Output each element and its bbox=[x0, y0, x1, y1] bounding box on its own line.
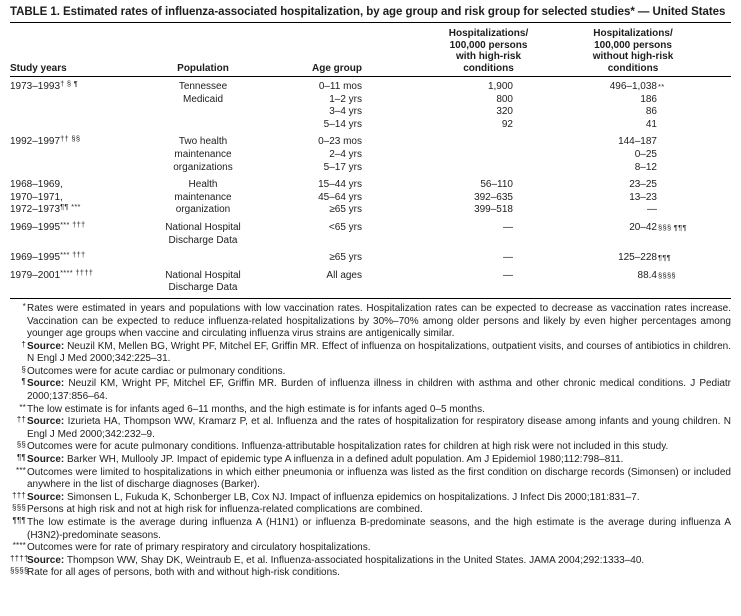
cell-high-risk-rate: 1,900 bbox=[487, 81, 513, 92]
cell-high-risk-rate bbox=[362, 162, 515, 175]
footnote-marker: *** ††† bbox=[60, 219, 86, 229]
cell-without-high-risk-rate bbox=[515, 204, 661, 217]
cell-study-years: 1968–1969, bbox=[10, 179, 63, 191]
cell-high-risk-rate: 320 bbox=[496, 106, 513, 118]
cell-without-high-risk-rate bbox=[515, 221, 687, 235]
col-header-without-high-risk-line: Hospitalizations/ bbox=[593, 28, 673, 39]
rate-value: 41 bbox=[645, 118, 657, 130]
col-header-without-high-risk-line: without high-risk bbox=[592, 51, 674, 62]
cell-age-group: 3–4 yrs bbox=[329, 106, 362, 118]
footnote-marker: *** ††† bbox=[60, 250, 86, 260]
col-header-without-high-risk bbox=[560, 28, 706, 74]
footnote-marker: ¶¶¶ bbox=[658, 253, 671, 263]
hospitalization-rates-table bbox=[10, 23, 731, 299]
cell-population: organizations bbox=[173, 161, 233, 173]
footnote: †Source: Neuzil KM, Mellen BG, Wright PF, Mitchel EF, Griffin MR. Effect of influenza on hospitalizations, outpatient visits, and courses of antibiotics in children. N Engl J Med 2000;342:225–31. bbox=[10, 341, 731, 366]
rate-value: 144–187 bbox=[618, 136, 657, 148]
cell-high-risk-rate bbox=[362, 149, 515, 162]
cell-high-risk-rate bbox=[362, 282, 515, 295]
footnote-symbol: **** bbox=[12, 541, 26, 551]
cell-age-group: 5–14 yrs bbox=[323, 118, 362, 130]
col-header-population: Population bbox=[177, 62, 229, 74]
footnote: ****Outcomes were for rate of primary respiratory and circulatory hospitalizations. bbox=[10, 542, 731, 555]
cell-without-high-risk-rate bbox=[515, 235, 661, 248]
cell-study-years: 1972–1973¶¶ *** bbox=[10, 202, 81, 216]
cell-high-risk-rate: — bbox=[503, 269, 513, 281]
cell-study-years: 1979–2001**** †††† bbox=[10, 267, 94, 281]
cell-age-group bbox=[266, 235, 362, 248]
cell-age-group: <65 yrs bbox=[328, 221, 362, 233]
footnote: §§§§Rate for all ages of persons, both with and without high-risk conditions. bbox=[10, 566, 340, 579]
cell-population: National Hospital bbox=[165, 221, 241, 233]
rate-value: 496–1,038 bbox=[609, 81, 657, 92]
footnote-source-label: Source: bbox=[27, 340, 65, 352]
footnote: ¶Source: Neuzil KM, Wright PF, Mitchel EF, Griffin MR. Burden of influenza illness in children with asthma and other chronic medical conditions. J Pediatr 2000;137:856–64. bbox=[10, 378, 731, 403]
cell-age-group: ≥65 yrs bbox=[329, 252, 362, 264]
cell-study-years: 1970–1971, bbox=[10, 191, 63, 203]
cell-study-years bbox=[10, 149, 140, 162]
cell-age-group: All ages bbox=[326, 269, 362, 281]
cell-study-years bbox=[10, 235, 140, 248]
cell-without-high-risk-rate bbox=[515, 162, 661, 175]
col-header-age-group: Age group bbox=[312, 62, 362, 74]
study-group bbox=[10, 252, 731, 265]
cell-without-high-risk-rate bbox=[515, 192, 661, 205]
footnote-symbol: §§§ bbox=[12, 503, 26, 513]
table-body bbox=[10, 77, 731, 299]
footnote-symbol: §§ bbox=[16, 440, 26, 450]
footnote: *Rates were estimated in years and populations with low vaccination rates. Hospitalization rates can be expected to decrease as vaccination rates increase. Vaccination can be expected to reduce influenza-related hospitalizations by 30%–70% among older persons and likely by even higher percentages among younger age groups when vaccine and circulating influenza virus strains are antigenically similar. bbox=[10, 303, 731, 341]
study-group bbox=[10, 219, 731, 247]
footnote-symbol: §§§§ bbox=[10, 566, 29, 576]
cell-age-group: ≥65 yrs bbox=[329, 204, 362, 216]
cell-without-high-risk-rate bbox=[515, 136, 661, 149]
study-group bbox=[10, 179, 731, 217]
cell-age-group: 0–11 mos bbox=[318, 81, 362, 92]
cell-population: maintenance bbox=[174, 191, 232, 203]
col-header-high-risk-line: conditions bbox=[463, 62, 514, 74]
cell-population: Health bbox=[188, 179, 218, 191]
cell-without-high-risk-rate bbox=[515, 94, 661, 107]
rate-value: — bbox=[647, 204, 657, 216]
footnote-symbol: * bbox=[22, 301, 26, 311]
footnote: ***Outcomes were limited to hospitalizations in which either pneumonia or influenza was listed as the first condition on discharge records (Simonsen) or included anywhere in the list of discharge diagnoses (Barker). bbox=[10, 467, 731, 492]
cell-study-years bbox=[10, 94, 140, 107]
footnote-symbol: †† bbox=[16, 415, 26, 425]
footnote-source-label: Source: bbox=[27, 378, 65, 390]
study-group bbox=[10, 136, 731, 174]
cell-age-group: 2–4 yrs bbox=[329, 148, 362, 160]
cell-age-group: 0–23 mos bbox=[318, 136, 362, 148]
col-header-high-risk-line: with high-risk bbox=[456, 51, 521, 62]
footnote-symbol: § bbox=[21, 364, 26, 374]
cell-high-risk-rate bbox=[362, 235, 515, 248]
rate-value: 20–42 bbox=[629, 221, 657, 233]
col-header-high-risk bbox=[412, 28, 565, 74]
footnote-symbol: *** bbox=[16, 465, 26, 475]
rate-value: 23–25 bbox=[629, 179, 657, 191]
footnote-source-label: Source: bbox=[27, 554, 65, 566]
cell-high-risk-rate bbox=[362, 136, 515, 149]
study-group bbox=[10, 81, 731, 131]
footnote-marker: ** bbox=[658, 82, 665, 91]
cell-study-years bbox=[10, 119, 140, 132]
cell-population: maintenance bbox=[174, 148, 232, 160]
rate-value: 88.4 bbox=[637, 269, 657, 281]
cell-study-years: 1969–1995*** ††† bbox=[10, 219, 86, 233]
cell-population bbox=[140, 106, 266, 119]
footnote-symbol: ††† bbox=[12, 490, 26, 500]
footnote-marker: **** †††† bbox=[60, 267, 94, 277]
footnote-symbol: ** bbox=[19, 402, 26, 412]
footnote-marker: †† §§ bbox=[60, 134, 81, 144]
cell-without-high-risk-rate bbox=[515, 149, 661, 162]
cell-study-years bbox=[10, 282, 140, 295]
study-group bbox=[10, 267, 731, 295]
cell-age-group bbox=[266, 282, 362, 295]
col-header-high-risk-line: 100,000 persons bbox=[449, 39, 528, 51]
col-header-without-high-risk-line: 100,000 persons bbox=[594, 39, 672, 51]
cell-age-group: 15–44 yrs bbox=[318, 179, 362, 191]
col-header-without-high-risk-line: conditions bbox=[607, 62, 659, 74]
rate-value: 8–12 bbox=[634, 161, 657, 173]
cell-age-group: 45–64 yrs bbox=[318, 191, 362, 203]
cell-age-group: 5–17 yrs bbox=[323, 161, 362, 173]
cell-high-risk-rate: 399–518 bbox=[474, 204, 513, 216]
cell-population: Discharge Data bbox=[168, 234, 238, 246]
cell-study-years bbox=[10, 106, 140, 119]
footnote: ††Source: Izurieta HA, Thompson WW, Kramarz P, et al. Influenza and the rates of hospitalization for respiratory disease among infants and young children. N Engl J Med 2000;342:232–9. bbox=[10, 416, 731, 441]
footnote-source-label: Source: bbox=[27, 416, 65, 428]
cell-without-high-risk-rate bbox=[515, 119, 661, 132]
footnote-marker: ¶¶ *** bbox=[60, 202, 81, 212]
cell-population bbox=[140, 119, 266, 132]
footnote-symbol: ¶¶¶ bbox=[12, 516, 26, 525]
cell-age-group: 1–2 yrs bbox=[329, 93, 362, 105]
table-header-row bbox=[10, 23, 731, 77]
cell-population: organization bbox=[175, 204, 231, 216]
cell-high-risk-rate: 56–110 bbox=[480, 179, 513, 191]
col-header-high-risk-line: Hospitalizations/ bbox=[448, 28, 529, 39]
page-title: TABLE 1. Estimated rates of influenza-associated hospitalization, by age group and risk group for selected studies* — United States bbox=[10, 0, 731, 23]
cell-high-risk-rate: 92 bbox=[501, 118, 513, 130]
cell-population: Medicaid bbox=[182, 93, 224, 105]
cell-population: National Hospital bbox=[165, 269, 241, 281]
footnote-symbol: ¶¶ bbox=[17, 453, 26, 463]
footnote: ¶¶¶The low estimate is the average during influenza A (H1N1) or influenza B-predominate seasons, and the high estimate is the average during influenza A (H3N2)-predominate seasons. bbox=[10, 517, 731, 542]
rate-value: 13–23 bbox=[629, 191, 657, 203]
cell-population: Discharge Data bbox=[168, 282, 238, 294]
cell-study-years: 1973–1993† § ¶ bbox=[10, 79, 79, 92]
footnote: §§§Persons at high risk and not at high risk for influenza-related complications are combined. bbox=[10, 504, 731, 517]
footnote: †††Source: Simonsen L, Fukuda K, Schonberger LB, Cox NJ. Impact of influenza epidemics on hospitalizations. J Infect Dis 2000;181:831–7. bbox=[10, 492, 731, 505]
cell-population bbox=[140, 252, 266, 265]
footnote-marker: † § ¶ bbox=[60, 79, 79, 88]
cell-without-high-risk-rate bbox=[515, 179, 661, 192]
cell-without-high-risk-rate bbox=[515, 252, 671, 265]
rate-value: 0–25 bbox=[634, 148, 657, 160]
footnote-symbol: ¶ bbox=[21, 377, 26, 387]
cell-study-years bbox=[10, 162, 140, 175]
rate-value: 125–228 bbox=[618, 252, 657, 264]
footnote-symbol: † bbox=[21, 339, 26, 349]
cell-high-risk-rate: 392–635 bbox=[474, 191, 513, 203]
footnote: ††††Source: Thompson WW, Shay DK, Weintraub E, et al. Influenza-associated hospitalizations in the United States. JAMA 2004;292:1333–40. bbox=[10, 553, 645, 566]
cell-without-high-risk-rate bbox=[515, 81, 665, 94]
cell-high-risk-rate: — bbox=[503, 252, 513, 264]
footnote: §§Outcomes were for acute pulmonary conditions. Influenza-attributable hospitalization rates for children at high risk were not included in this study. bbox=[10, 441, 731, 454]
footnote-marker: §§§§ bbox=[658, 270, 676, 280]
cell-study-years: 1969–1995*** ††† bbox=[10, 250, 86, 264]
cell-population: Tennessee bbox=[178, 81, 228, 92]
cell-high-risk-rate: — bbox=[503, 221, 513, 233]
cell-without-high-risk-rate bbox=[515, 282, 661, 295]
cell-without-high-risk-rate bbox=[515, 106, 661, 119]
footnote: §Outcomes were for acute cardiac or pulmonary conditions. bbox=[10, 366, 731, 379]
cell-without-high-risk-rate bbox=[515, 269, 676, 283]
footnotes bbox=[10, 303, 731, 580]
cell-high-risk-rate: 800 bbox=[496, 93, 513, 105]
rate-value: 186 bbox=[640, 93, 657, 105]
cell-population: Two health bbox=[178, 136, 228, 148]
footnote-marker: §§§ ¶¶¶ bbox=[658, 222, 687, 232]
col-header-study-years: Study years bbox=[10, 62, 67, 74]
rate-value: 86 bbox=[645, 106, 657, 118]
footnote: **The low estimate is for infants aged 6–11 months, and the high estimate is for infants aged 0–5 months. bbox=[10, 404, 731, 417]
footnote-source-label: Source: bbox=[27, 454, 65, 466]
footnote-source-label: Source: bbox=[27, 491, 65, 503]
footnote: ¶¶Source: Barker WH, Mullooly JP. Impact of epidemic type A influenza in a defined adult population. Am J Epidemiol 1980;112:798–811. bbox=[10, 454, 731, 467]
footnote-symbol: †††† bbox=[10, 553, 29, 563]
cell-study-years: 1992–1997†† §§ bbox=[10, 134, 81, 148]
